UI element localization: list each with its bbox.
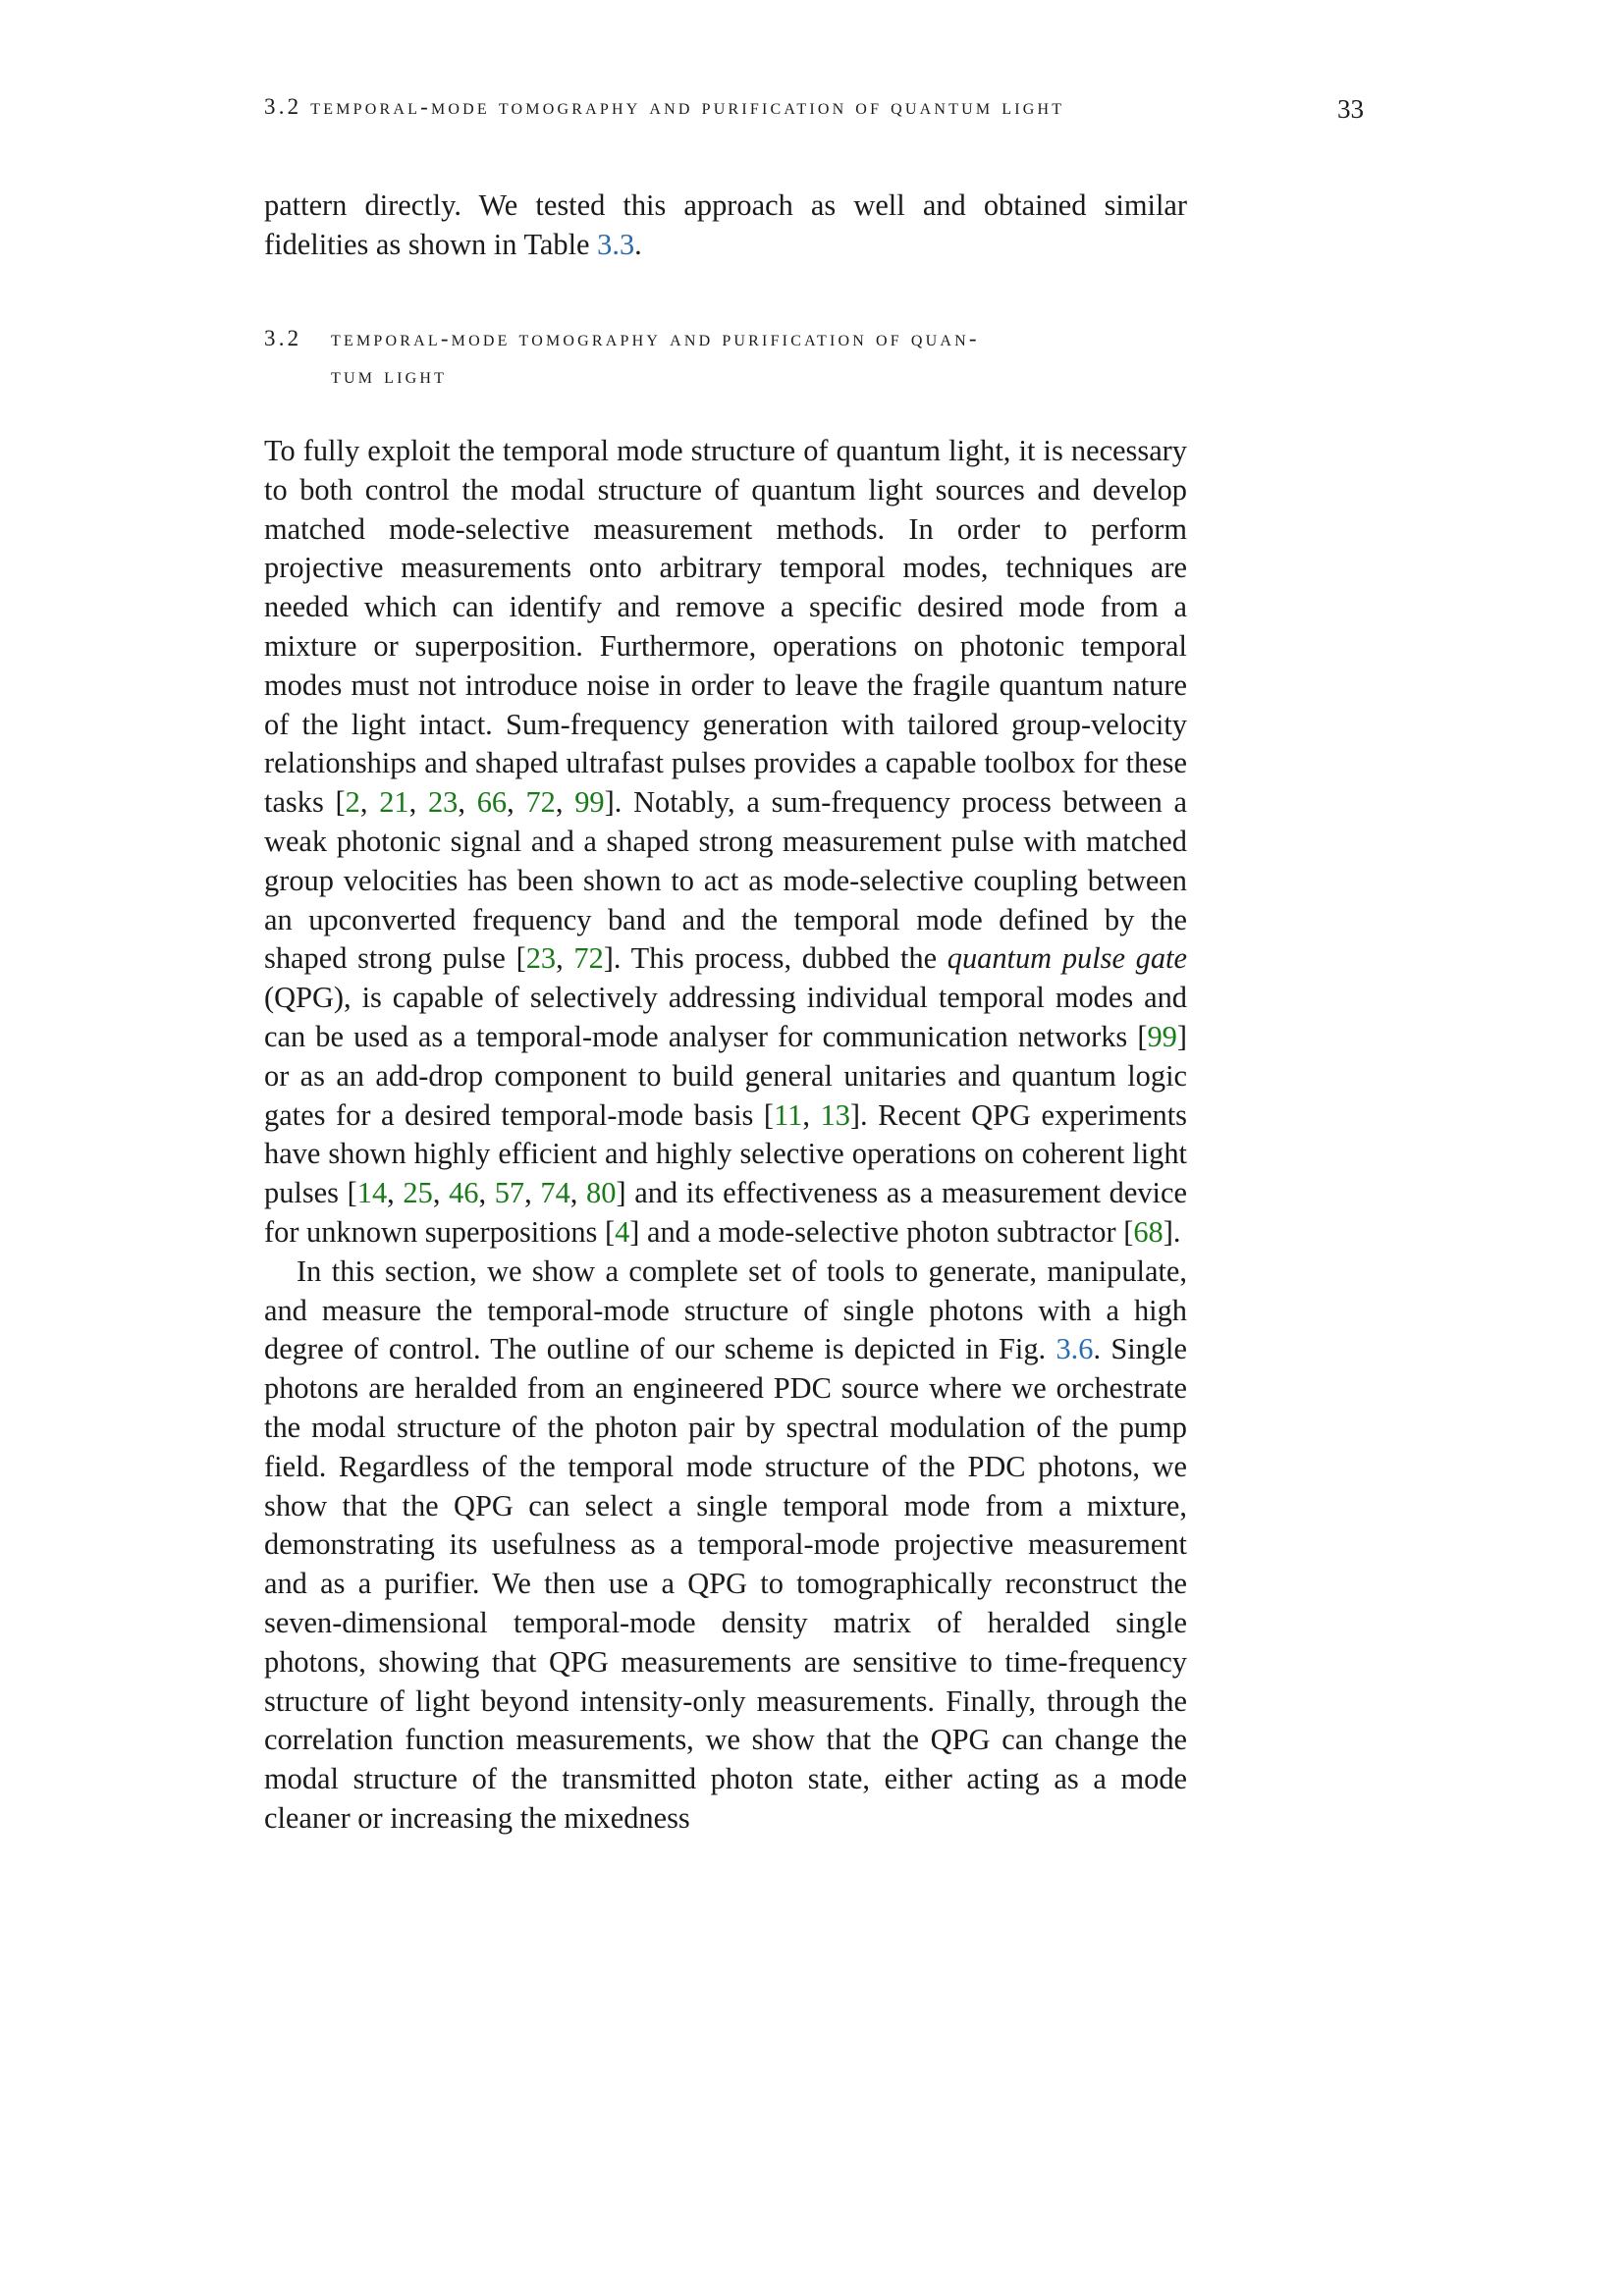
citation-link[interactable]: 13	[820, 1097, 850, 1132]
citation-link[interactable]: 74	[540, 1176, 570, 1210]
citation-link[interactable]: 68	[1133, 1214, 1164, 1249]
text-run: .	[634, 227, 642, 261]
citation-link[interactable]: 80	[586, 1176, 617, 1210]
citation-link[interactable]: 72	[525, 785, 556, 820]
text-run: ]. This process, dubbed the	[603, 941, 947, 976]
emphasis-term: quantum pulse gate	[947, 941, 1187, 976]
citation-link[interactable]: 14	[356, 1176, 388, 1210]
citation-link[interactable]: 23	[525, 941, 557, 976]
table-reference-link[interactable]: 3.3	[597, 227, 635, 261]
citation-link[interactable]: 2	[345, 785, 360, 820]
text-run: . Single photons are heralded from an engineered PDC source where we orchestrate the modal structure of the photon pair by spectral modulation of the pump field. Regardless of the temporal mode structure of the PDC photons, we show that the QPG can select a single temporal mode from a mixture, demonstrating its usefulness as a temporal-mode projective measurement and as a purifier. We then use a QPG to tomographically reconstruct the seven-dimensional temporal-mode density matrix of heralded single photons, showing that QPG measurements are sensitive to time-frequency structure of light beyond intensity-only measurements. Finally, through the correlation function measurements, we show that the QPG can change the modal structure of the transmitted photon state, either acting as a mode cleaner or increasing the mixedness	[264, 1332, 1187, 1835]
section-number: 3.2	[264, 326, 302, 350]
citation-link[interactable]: 57	[494, 1176, 525, 1210]
carryover-text	[264, 187, 1187, 265]
text-run: ]. Recent QPG experiments have shown highly efficient and highly selective operations on coherent light pulses [	[264, 1097, 1187, 1210]
text-run: ] and its effectiveness as a measurement device for unknown superpositions [	[264, 1176, 1187, 1249]
citation-link[interactable]: 4	[615, 1214, 630, 1249]
paragraph-1: To fully exploit the temporal mode structure of quantum light, it is necessary to both control the modal structure of quantum light sources and develop matched mode-selective measurement methods. In order to perform projective measurements onto arbitrary temporal modes, techniques are needed which can identify and remove a specific desired mode from a mixture or superposition. Furthermore, operations on photonic temporal modes must not introduce noise in order to leave the fragile quantum nature of the light intact. Sum-frequency generation with tailored group-velocity relationships and shaped ultrafast pulses provides a capable toolbox for these tasks [2, 21, 23, 66, 72, 99]. Notably, a sum-frequency process between a weak photonic signal and a shaped strong measurement pulse with matched group velocities has been shown to act as mode-selective coupling between an upconverted frequency band and the temporal mode defined by the shaped strong pulse [23, 72]. This process, dubbed the quantum pulse gate (QPG), is capable of selectively addressing individual temporal modes and can be used as a temporal-mode analyser for communication networks [99] or as an add-drop component to build general unitaries and quantum logic gates for a desired temporal-mode basis [11, 13]. Recent QPG experiments have shown highly efficient and highly selective operations on coherent light pulses [14, 25, 46, 57, 74, 80] and its effectiveness as a measurement device for unknown superpositions [4] and a mode-selective photon subtractor [68].	[264, 434, 1188, 1249]
paragraph-2	[264, 1253, 1187, 1839]
carryover-paragraph	[264, 187, 1187, 265]
section-body	[264, 432, 1187, 1839]
running-title: 3.2 temporal-mode tomography and purification of quantum light	[264, 94, 1065, 119]
text-run: (QPG), is capable of selectively addressing individual temporal modes and can be used as a temporal-mode analyser for communication networks [	[264, 981, 1187, 1053]
citation-link[interactable]: 23	[427, 785, 459, 820]
text-run: ]. Notably, a sum-frequency process between a weak photonic signal and a shaped strong measurement pulse with matched group velocities has been shown to act as mode-selective coupling between an upconverted frequency band and the temporal mode defined by the shaped strong pulse [	[264, 785, 1188, 976]
citation-link[interactable]: 46	[449, 1176, 479, 1210]
citation-link[interactable]: 66	[476, 785, 508, 820]
section-title-line-1: temporal-mode tomography and purification of quan-	[331, 326, 980, 350]
running-head	[264, 94, 1364, 133]
citation-link[interactable]: 72	[573, 941, 604, 976]
text-run: ] or as an add-drop component to build general unitaries and quantum logic gates for a desired temporal-mode basis [	[264, 1019, 1187, 1132]
text-run: To fully exploit the temporal mode structure of quantum light, it is necessary to both control the modal structure of quantum light sources and develop matched mode-selective measurement methods. In order to perform projective measurements onto arbitrary temporal modes, techniques are needed which can identify and remove a specific desired mode from a mixture or superposition. Furthermore, operations on photonic temporal modes must not introduce noise in order to leave the fragile quantum nature of the light intact. Sum-frequency generation with tailored group-velocity relationships and shaped ultrafast pulses provides a capable toolbox for these tasks [	[264, 434, 1187, 820]
text-run: In this section, we show a complete set of tools to generate, manipulate, and measure the temporal-mode structure of single photons with a high degree of control. The outline of our scheme is depicted in Fig.	[264, 1254, 1187, 1366]
section-title	[331, 320, 1226, 395]
text-run: pattern directly. We tested this approach as well and obtained similar fidelities as shown in Table	[264, 188, 1187, 261]
text-run: ] and a mode-selective photon subtractor [	[629, 1214, 1134, 1249]
text-run: ].	[1163, 1214, 1181, 1249]
page-number: 33	[1337, 94, 1364, 124]
citation-link[interactable]: 25	[403, 1176, 433, 1210]
citation-link[interactable]: 11	[774, 1097, 803, 1132]
section-title-line-2: tum light	[331, 363, 448, 388]
citation-link[interactable]: 99	[1147, 1019, 1177, 1053]
figure-reference-link[interactable]: 3.6	[1056, 1332, 1094, 1366]
citation-link[interactable]: 99	[574, 785, 605, 820]
citation-link[interactable]: 21	[379, 785, 409, 820]
